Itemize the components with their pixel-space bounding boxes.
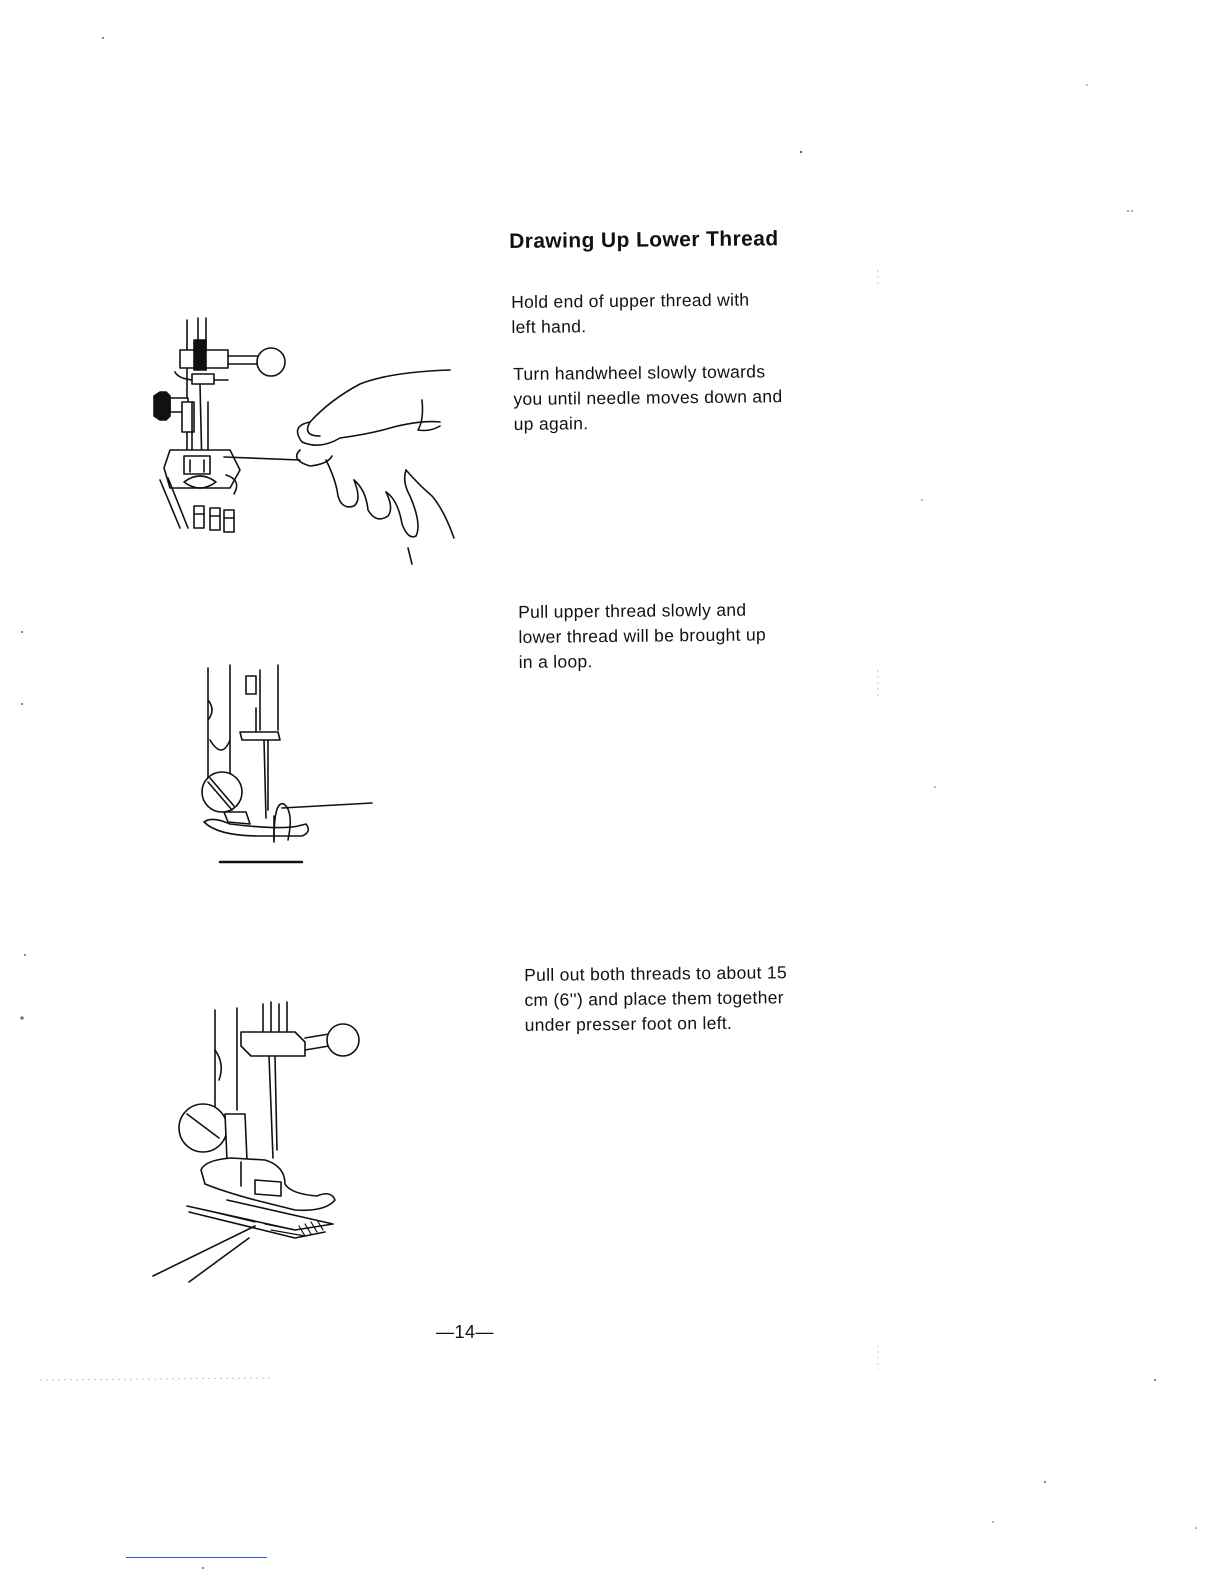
step-turn-handwheel: Turn handwheel slowly towards you until needle moves down and up again. xyxy=(513,361,783,434)
step-hold-thread: Hold end of upper thread with left hand. xyxy=(511,289,750,337)
step-pull-out-threads: Pull out both threads to about 15 cm (6'') and place them together under presser foot on left. xyxy=(524,962,788,1035)
section-title: Drawing Up Lower Thread xyxy=(509,227,779,253)
scan-edge-line xyxy=(126,1557,267,1558)
threads-under-presser-foot-icon xyxy=(145,990,375,1290)
step-pull-upper-thread: Pull upper thread slowly and lower thread will be brought up in a loop. xyxy=(518,599,767,672)
page-number: —14— xyxy=(436,1322,495,1342)
presser-foot-hand-holding-thread-icon xyxy=(140,310,460,580)
needle-lower-thread-loop-icon xyxy=(190,640,390,880)
